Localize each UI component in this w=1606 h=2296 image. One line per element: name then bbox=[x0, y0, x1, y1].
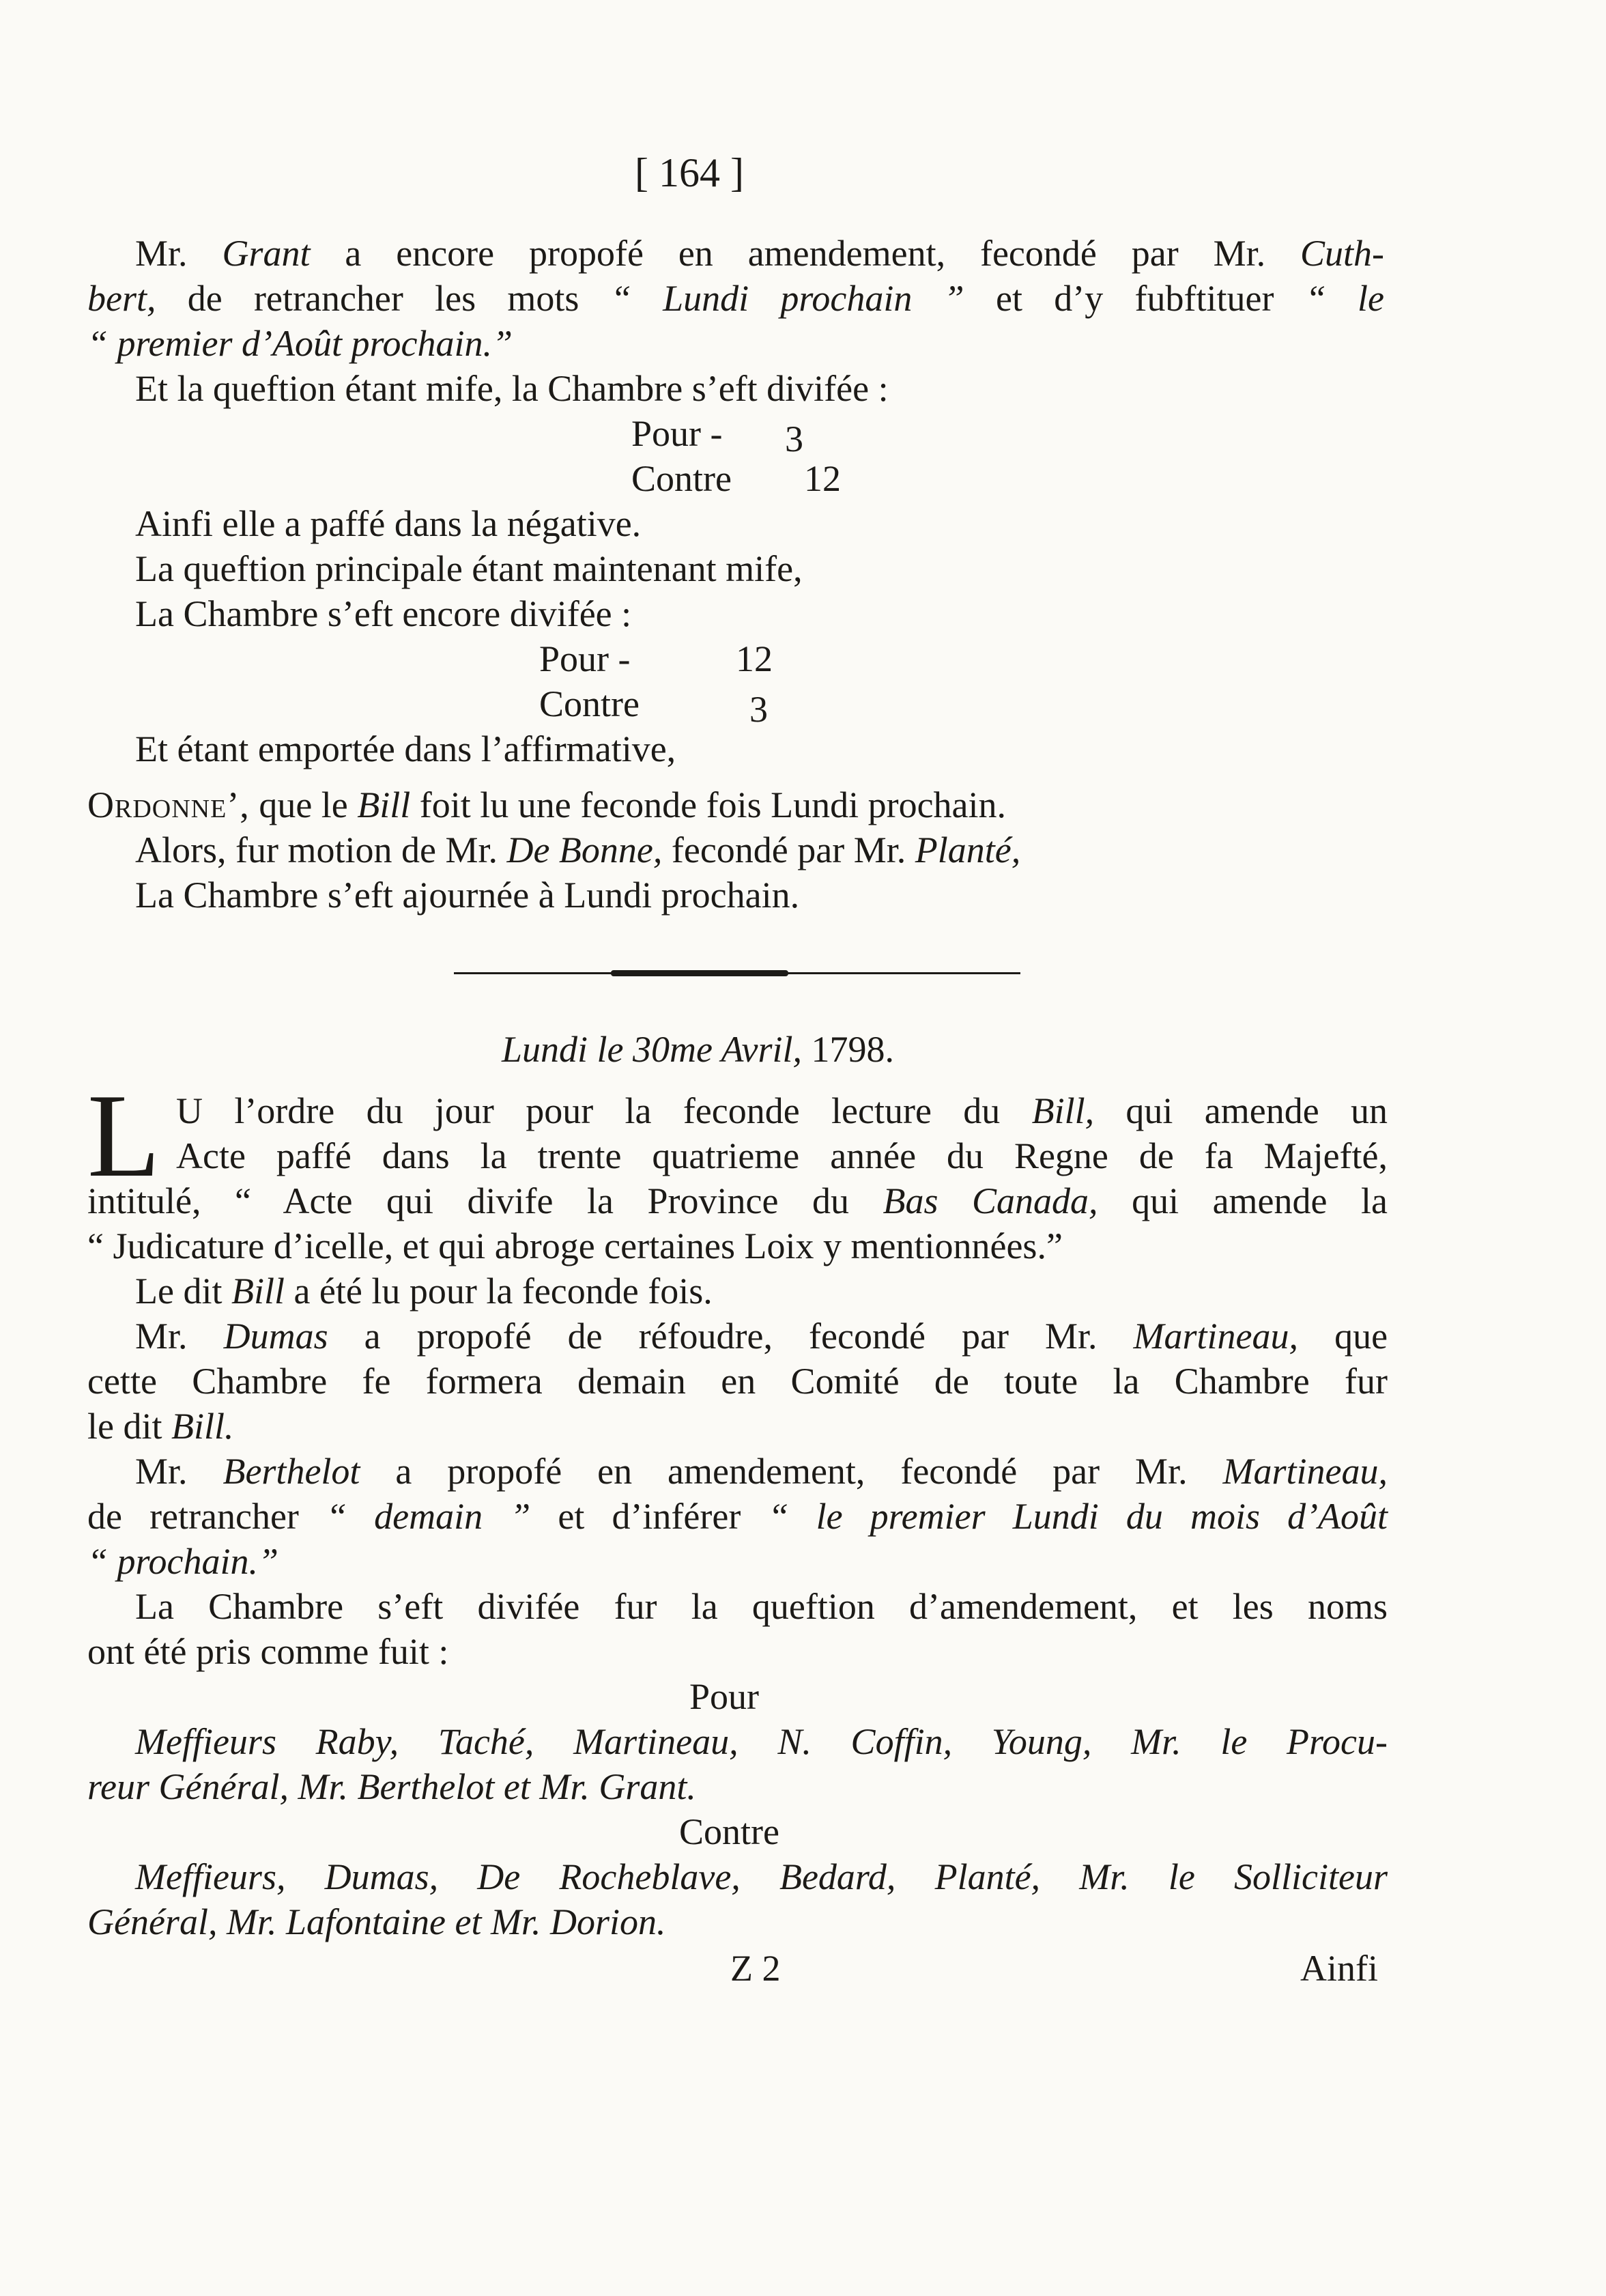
paragraph-line: bert, de retrancher les mots “ Lundi prochain ” et d’y fubftituer “ le bbox=[87, 278, 1385, 319]
vote-contre-value: 12 bbox=[804, 458, 841, 499]
pour-names-line: reur Général, Mr. Berthelot et Mr. Grant. bbox=[87, 1766, 696, 1807]
vote-pour-value: 12 bbox=[736, 638, 773, 679]
paragraph-line: La Chambre s’eft divifée fur la queftion d’amendement, et les noms bbox=[135, 1586, 1388, 1627]
vote-contre-value: 3 bbox=[749, 689, 768, 730]
paragraph-line: Et étant emportée dans l’affirmative, bbox=[135, 728, 676, 769]
paragraph-line: Alors, fur motion de Mr. De Bonne, fecondé par Mr. Planté, bbox=[135, 830, 1021, 870]
paragraph-line: La Chambre s’eft encore divifée : bbox=[135, 593, 632, 634]
contre-names-line: Meffieurs, Dumas, De Rocheblave, Bedard, Planté, Mr. le Solliciteur bbox=[135, 1856, 1388, 1897]
vote-contre-label: Contre bbox=[539, 683, 640, 724]
paragraph-line: Ainfi elle a paffé dans la négative. bbox=[135, 503, 642, 544]
pour-names-line: Meffieurs Raby, Taché, Martineau, N. Coffin, Young, Mr. le Procu- bbox=[135, 1721, 1388, 1762]
signature-mark: Z 2 bbox=[730, 1948, 781, 1989]
contre-names-line: Général, Mr. Lafontaine et Mr. Dorion. bbox=[87, 1901, 666, 1942]
paragraph-line: “ prochain.” bbox=[87, 1541, 279, 1582]
session-date: Lundi le 30me Avril, 1798. bbox=[502, 1029, 894, 1070]
paragraph-line: Mr. Grant a encore propofé en amendement, fecondé par Mr. Cuth- bbox=[135, 233, 1385, 274]
catchword: Ainfi bbox=[1300, 1948, 1378, 1989]
pour-heading: Pour bbox=[689, 1676, 760, 1717]
paragraph-line: Mr. Dumas a propofé de réfoudre, fecondé par Mr. Martineau, que bbox=[135, 1316, 1388, 1357]
paragraph-line: le dit Bill. bbox=[87, 1406, 234, 1447]
vote-contre-label: Contre bbox=[631, 458, 732, 499]
paragraph-line: U l’ordre du jour pour la feconde lecture du Bill, qui amende un bbox=[176, 1090, 1388, 1131]
vote-pour-value: 3 bbox=[785, 419, 803, 459]
paragraph-line: Ordonne’, que le Bill foit lu une feconde fois Lundi prochain. bbox=[87, 784, 1007, 825]
paragraph-line: La queftion principale étant maintenant mife, bbox=[135, 548, 803, 589]
paragraph-line: Le dit Bill a été lu pour la feconde fois. bbox=[135, 1271, 713, 1312]
drop-cap: L bbox=[87, 1069, 160, 1202]
vote-pour-label: Pour - bbox=[631, 413, 723, 454]
contre-heading: Contre bbox=[679, 1811, 779, 1852]
vote-pour-label: Pour - bbox=[539, 638, 631, 679]
paragraph-line: “ Judicature d’icelle, et qui abroge certaines Loix y mentionnées.” bbox=[87, 1225, 1063, 1266]
paragraph-line: de retrancher “ demain ” et d’inférer “ le premier Lundi du mois d’Août bbox=[87, 1496, 1388, 1537]
paragraph-line: Et la queftion étant mife, la Chambre s’eft divifée : bbox=[135, 368, 889, 409]
section-divider bbox=[454, 969, 1020, 976]
paragraph-line: ont été pris comme fuit : bbox=[87, 1631, 449, 1672]
paragraph-line: Acte paffé dans la trente quatrieme année du Regne de fa Majefté, bbox=[176, 1135, 1388, 1176]
page-number: [ 164 ] bbox=[635, 150, 744, 195]
paragraph-line: “ premier d’Août prochain.” bbox=[87, 323, 513, 364]
paragraph-line: Mr. Berthelot a propofé en amendement, fecondé par Mr. Martineau, bbox=[135, 1451, 1388, 1492]
paragraph-line: intitulé, “ Acte qui divife la Province du Bas Canada, qui amende la bbox=[87, 1180, 1388, 1221]
paragraph-line: La Chambre s’eft ajournée à Lundi prochain. bbox=[135, 875, 800, 916]
paragraph-line: cette Chambre fe formera demain en Comité de toute la Chambre fur bbox=[87, 1361, 1388, 1402]
